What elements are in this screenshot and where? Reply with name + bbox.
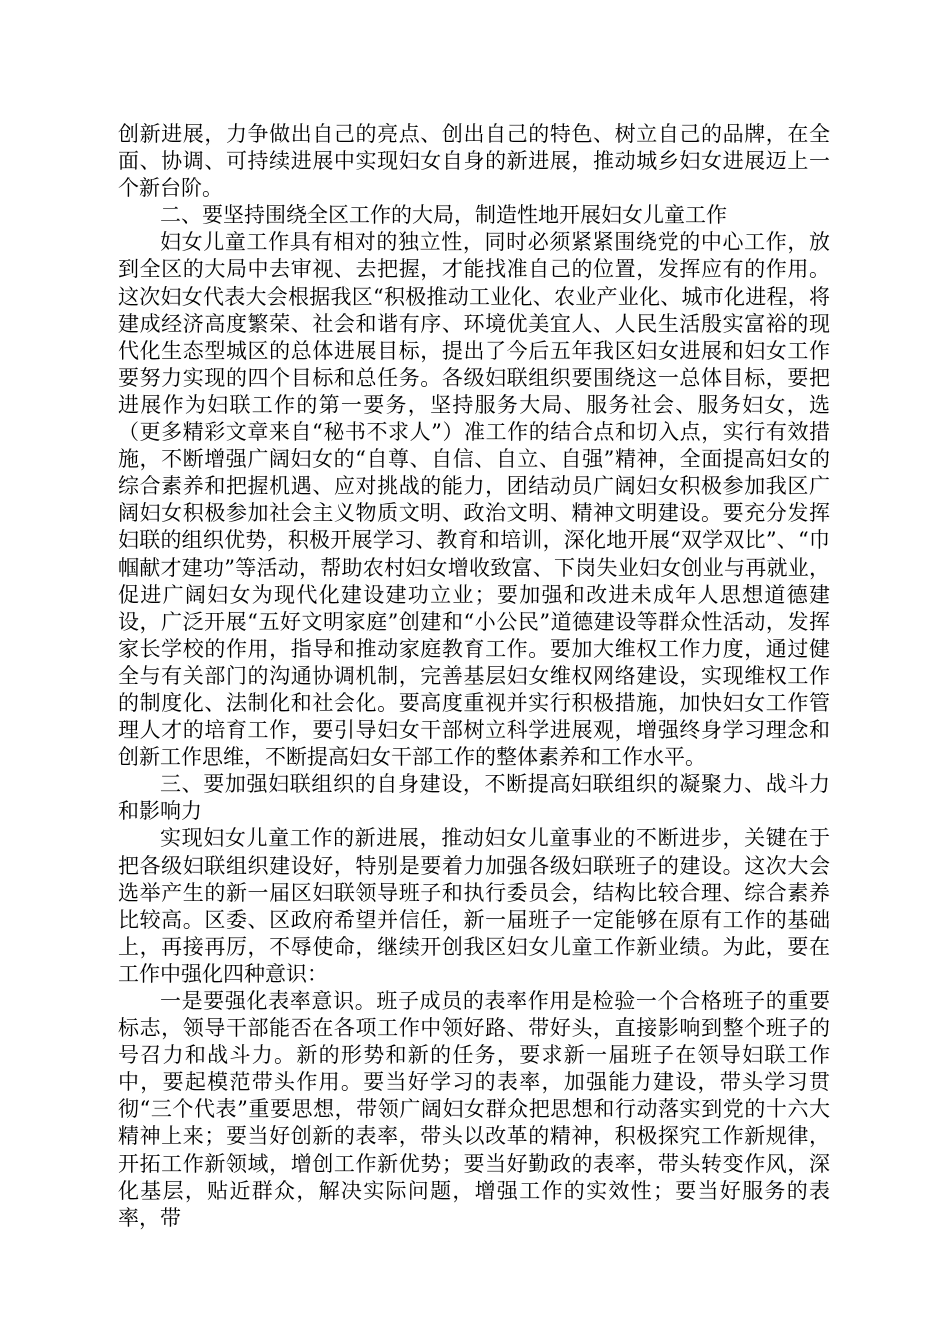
section-heading-three: 三、要加强妇联组织的自身建设，不断提高妇联组织的凝聚力、战斗力和影响力 [118,772,830,824]
document-body [118,121,830,1232]
section-heading-two: 二、要坚持围绕全区工作的大局，制造性地开展妇女儿童工作 [160,203,727,228]
paragraph-section-three: 实现妇女儿童工作的新进展，推动妇女儿童事业的不断进步，关键在于把各级妇联组织建设好，特别是要着力加强各级妇联班子的建设。这次大会选举产生的新一届区妇联领导班子和执行委员会，结构比较合理、综合素养比较高。区委、区政府希望并信任，新一届班子一定能够在原有工作的基础上，再接再厉，不辱使命，继续开创我区妇女儿童工作新业绩。为此，要在工作中强化四种意识： [118,826,830,986]
paragraph-continuation: 创新进展，力争做出自己的亮点、创出自己的特色、树立自己的品牌，在全面、协调、可持续进展中实现妇女自身的新进展，推动城乡妇女进展迈上一个新台阶。 [118,122,830,201]
paragraph-section-two: 妇女儿童工作具有相对的独立性，同时必须紧紧围绕党的中心工作，放到全区的大局中去审视、去把握，才能找准自己的位置，发挥应有的作用。这次妇女代表大会根据我区“积极推动工业化、农业产业化、城市化进程，将建成经济高度繁荣、社会和谐有序、环境优美宜人、人民生活殷实富裕的现代化生态型城区的总体进展目标，提出了今后五年我区妇女进展和妇女工作要努力实现的四个目标和总任务。各级妇联组织要围绕这一总体目标，要把进展作为妇联工作的第一要务，坚持服务大局、服务社会、服务妇女，选（更多精彩文章来自“秘书不求人”）准工作的结合点和切入点，实行有效措施，不断增强广阔妇女的“自尊、自信、自立、自强”精神，全面提高妇女的综合素养和把握机遇、应对挑战的能力，团结动员广阔妇女积极参加我区广阔妇女积极参加社会主义物质文明、政治文明、精神文明建设。要充分发挥妇联的组织优势，积极开展学习、教育和培训，深化地开展“双学双比”、“巾帼献才建功”等活动，帮助农村妇女增收致富、下岗失业妇女创业与再就业，促进广阔妇女为现代化建设建功立业；要加强和改进未成年人思想道德建设，广泛开展“五好文明家庭”创建和“小公民”道德建设等群众性活动，发挥家长学校的作用，指导和推动家庭教育工作。要加大维权工作力度，通过健全与有关部门的沟通协调机制，完善基层妇女维权网络建设，实现维权工作的制度化、法制化和社会化。要高度重视并实行积极措施，加快妇女工作管理人才的培育工作，要引导妇女干部树立科学进展观，增强终身学习理念和创新工作思维，不断提高妇女干部工作的整体素养和工作水平。 [118,230,830,770]
paragraph-awareness-one: 一是要强化表率意识。班子成员的表率作用是检验一个合格班子的重要标志，领导干部能否在各项工作中领好路、带好头，直接影响到整个班子的号召力和战斗力。新的形势和新的任务，要求新一届班子在领导妇联工作中，要起模范带头作用。要当好学习的表率，加强能力建设，带头学习贯彻“三个代表”重要思想，带领广阔妇女群众把思想和行动落实到党的十六大精神上来；要当好创新的表率，带头以改革的精神，积极探究工作新规律，开拓工作新领域，增创工作新优势；要当好勤政的表率，带头转变作风，深化基层，贴近群众，解决实际问题，增强工作的实效性；要当好服务的表率，带 [118,989,830,1230]
